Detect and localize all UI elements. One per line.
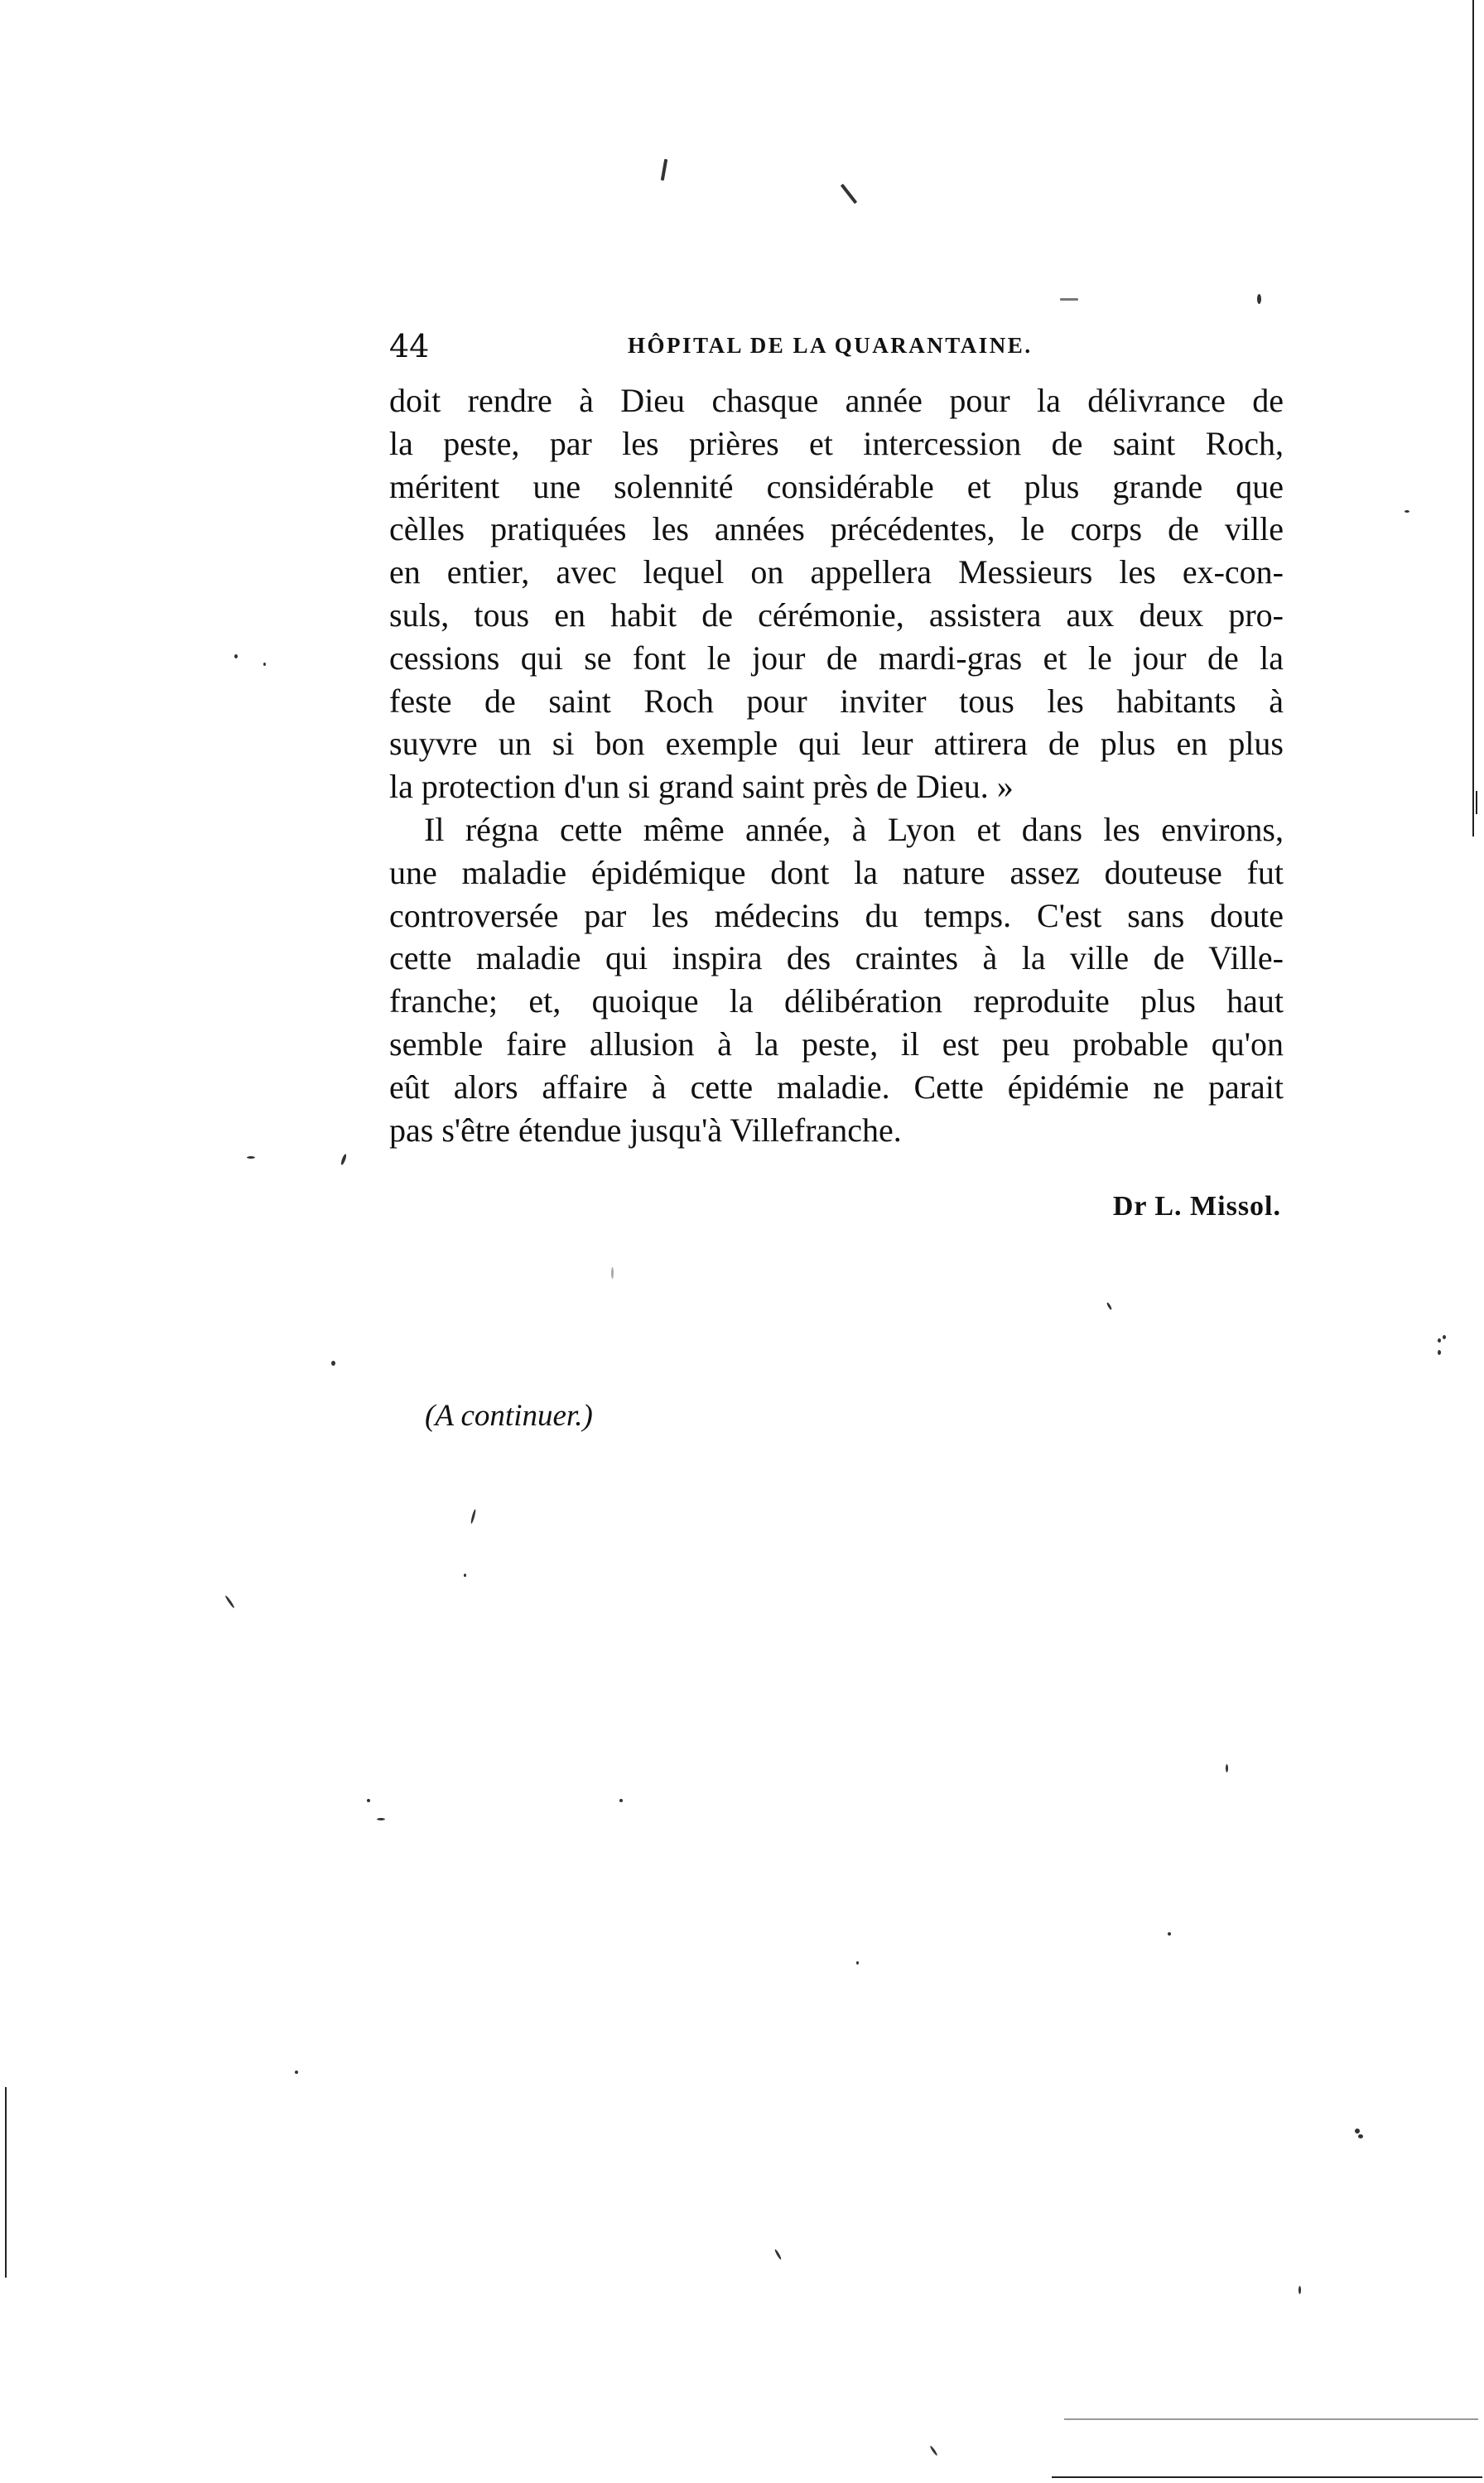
scan-speck [464, 1574, 466, 1577]
scan-speck [611, 1267, 614, 1279]
scan-speck [1060, 298, 1078, 301]
text-line: méritent une solennité considérable et plus grande que [389, 467, 1284, 505]
scan-speck [377, 1818, 385, 1820]
text-line: la protection d'un si grand saint près de Dieu. » [389, 768, 1014, 806]
text-line: feste de saint Roch pour inviter tous les habitants à [389, 682, 1284, 720]
scan-speck [929, 2445, 937, 2456]
text-line: franche; et, quoique la délibération reproduite plus haut [389, 982, 1284, 1020]
scan-speck [470, 1509, 477, 1524]
scan-speck [234, 654, 238, 658]
text-line: doit rendre à Dieu chasque année pour la délivrance de [389, 382, 1284, 419]
text-line: semble faire allusion à la peste, il est peu probable qu'on [389, 1025, 1284, 1063]
scan-edge-line [1472, 0, 1474, 837]
text-line: suyvre un si bon exemple qui leur attirera de plus en plus [389, 725, 1284, 763]
scan-edge-line [5, 2087, 7, 2278]
scan-speck [1355, 2129, 1360, 2133]
scan-speck [841, 184, 857, 205]
text-line: cessions qui se font le jour de mardi-gras et le jour de la [389, 639, 1284, 677]
text-line: la peste, par les prières et intercession de saint Roch, [389, 424, 1284, 462]
scan-speck [247, 1156, 255, 1159]
scan-speck [1438, 1338, 1441, 1343]
text-line: suls, tous en habit de cérémonie, assistera aux deux pro- [389, 595, 1284, 634]
scan-speck [295, 2071, 298, 2074]
page-header [389, 328, 1284, 369]
scan-speck [1443, 1335, 1446, 1339]
text-line: controversée par les médecins du temps. C'est sans doute [389, 896, 1284, 934]
text-line: pas s'être étendue jusqu'à Villefranche. [389, 1111, 902, 1149]
scan-speck [1257, 294, 1261, 304]
scan-speck [856, 1961, 859, 1965]
body-text [389, 379, 1284, 1151]
scan-edge-line [1476, 791, 1477, 814]
scan-speck [331, 1361, 335, 1366]
text-line: cèlles pratiquées les années précédentes, le corps de ville [389, 510, 1284, 548]
scan-speck [263, 663, 266, 666]
scan-edge-line [1052, 2476, 1482, 2478]
author-signature: Dr L. Missol. [1112, 1191, 1281, 1222]
text-line: en entier, avec lequel on appellera Messieurs les ex-con- [389, 553, 1284, 591]
scan-speck [1404, 510, 1409, 513]
running-title: HÔPITAL DE LA QUARANTAINE. [628, 333, 1033, 358]
scan-speck [1358, 2134, 1363, 2138]
text-line: cette maladie qui inspira des craintes à la ville de Ville- [389, 939, 1284, 977]
continuation-note: (A continuer.) [425, 1399, 593, 1433]
text-line: eût alors affaire à cette maladie. Cette épidémie ne parait [389, 1068, 1284, 1106]
scan-speck [774, 2249, 783, 2260]
scan-edge-line [1064, 2418, 1478, 2420]
scan-speck [367, 1799, 370, 1802]
scan-speck [1226, 1764, 1228, 1772]
text-line: une maladie épidémique dont la nature assez douteuse fut [389, 853, 1284, 891]
scan-speck [619, 1799, 623, 1802]
scan-speck [1106, 1302, 1113, 1310]
scan-speck [224, 1595, 235, 1608]
scan-speck [1168, 1932, 1171, 1936]
scan-speck [661, 159, 667, 181]
scan-speck [1298, 2286, 1301, 2294]
text-line: Il régna cette même année, à Lyon et dans les environs, [424, 810, 1284, 848]
scan-speck [1438, 1350, 1441, 1355]
page-number: 44 [389, 328, 430, 364]
scan-speck [340, 1154, 348, 1166]
